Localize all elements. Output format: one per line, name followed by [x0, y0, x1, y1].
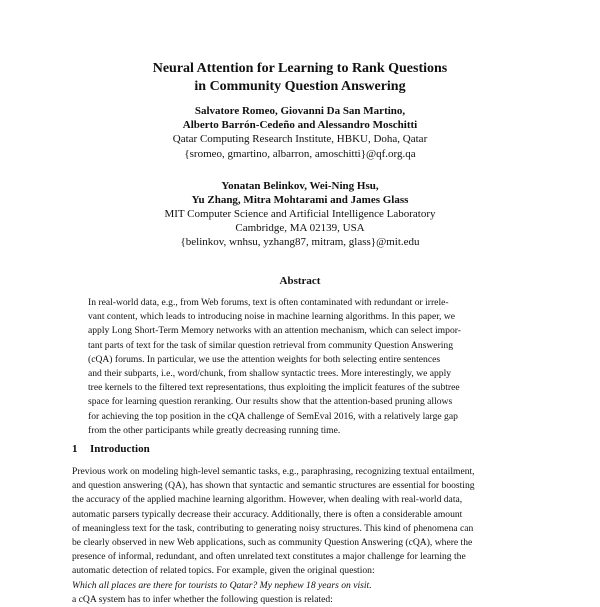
section-heading-introduction: [72, 443, 150, 455]
abstract-line: (cQA) forums. In particular, we use the attention weights for both selecting entire sentences: [88, 353, 441, 365]
body-line: be clearly observed in new Web applications, such as community Question Answering (cQA), where the: [72, 536, 473, 548]
body-line: and question answering (QA), has shown that syntactic and semantic structures are essential for boosting: [72, 480, 475, 492]
body-line: automatic parsers typically decrease their accuracy. Additionally, there is often a considerable amount: [72, 508, 463, 520]
introduction-body: [72, 465, 532, 607]
paper-title: [0, 60, 600, 96]
authors-group1-line1: Salvatore Romeo, Giovanni Da San Martino,: [194, 105, 406, 117]
body-line: of meaningless text for the task, contributing to generating noisy structures. This kind of phenomena can: [72, 522, 474, 534]
body-line: automatic detection of related topics. For example, given the original question:: [72, 565, 375, 577]
abstract-line: In real-world data, e.g., from Web forums, text is often contaminated with redundant or irrele-: [88, 297, 449, 308]
abstract-body: [88, 296, 512, 438]
body-line: presence of informal, redundant, and often unrelated text constitutes a major challenge for learning the: [72, 551, 466, 563]
body-line-cutoff: a cQA system has to infer whether the following question is related:: [72, 593, 333, 605]
address-mit: Cambridge, MA 02139, USA: [235, 222, 365, 234]
abstract-line: and their subparts, i.e., word/chunk, from shallow syntactic trees. More interestingly, we apply: [88, 367, 452, 379]
body-line: Previous work on modeling high-level semantic tasks, e.g., paraphrasing, recognizing textual entailment,: [72, 466, 475, 477]
affiliation-mit: MIT Computer Science and Artificial Intelligence Laboratory: [164, 208, 436, 220]
abstract-line: vant content, which leads to introducing noise in machine learning algorithms. In this paper, we: [88, 311, 456, 323]
example-question: Which all places are there for tourists to Qatar? My nephew 18 years on visit.: [72, 579, 372, 591]
body-line: the accuracy of the applied machine learning algorithm. However, when dealing with real-world data,: [72, 494, 463, 506]
abstract-line: apply Long Short-Term Memory networks with an attention mechanism, which can select impor-: [88, 325, 461, 337]
title-line-1: Neural Attention for Learning to Rank Questions: [152, 61, 448, 76]
authors-group1-line2: Alberto Barrón-Cedeño and Alessandro Moschitti: [182, 119, 418, 131]
emails-mit: {belinkov, wnhsu, yzhang87, mitram, glass}@mit.edu: [180, 236, 420, 248]
abstract-line: from the other participants while greatly decreasing running time.: [88, 424, 341, 436]
affiliation-qcri: Qatar Computing Research Institute, HBKU, Doha, Qatar: [172, 133, 428, 145]
emails-qcri: {sromeo, gmartino, albarron, amoschitti}@qf.org.qa: [184, 148, 416, 160]
abstract-line: for achieving the top position in the cQA challenge of SemEval 2016, with a relatively large gap: [88, 410, 458, 422]
abstract-line: space for learning question reranking. Our results show that the attention-based pruning allows: [88, 396, 453, 408]
abstract-line: tree kernels to the filtered text representations, thus exploiting the implicit features of the subtree: [88, 382, 460, 394]
authors-group2-line1: Yonatan Belinkov, Wei-Ning Hsu,: [221, 180, 379, 192]
title-line-2: in Community Question Answering: [194, 79, 406, 94]
section-number: 1: [72, 443, 78, 455]
section-title: Introduction: [90, 443, 150, 455]
abstract-heading: Abstract: [279, 275, 321, 287]
abstract-line: tant parts of text for the task of similar question retrieval from community Question Answering: [88, 339, 454, 351]
authors-group2-line2: Yu Zhang, Mitra Mohtarami and James Glass: [191, 194, 409, 206]
